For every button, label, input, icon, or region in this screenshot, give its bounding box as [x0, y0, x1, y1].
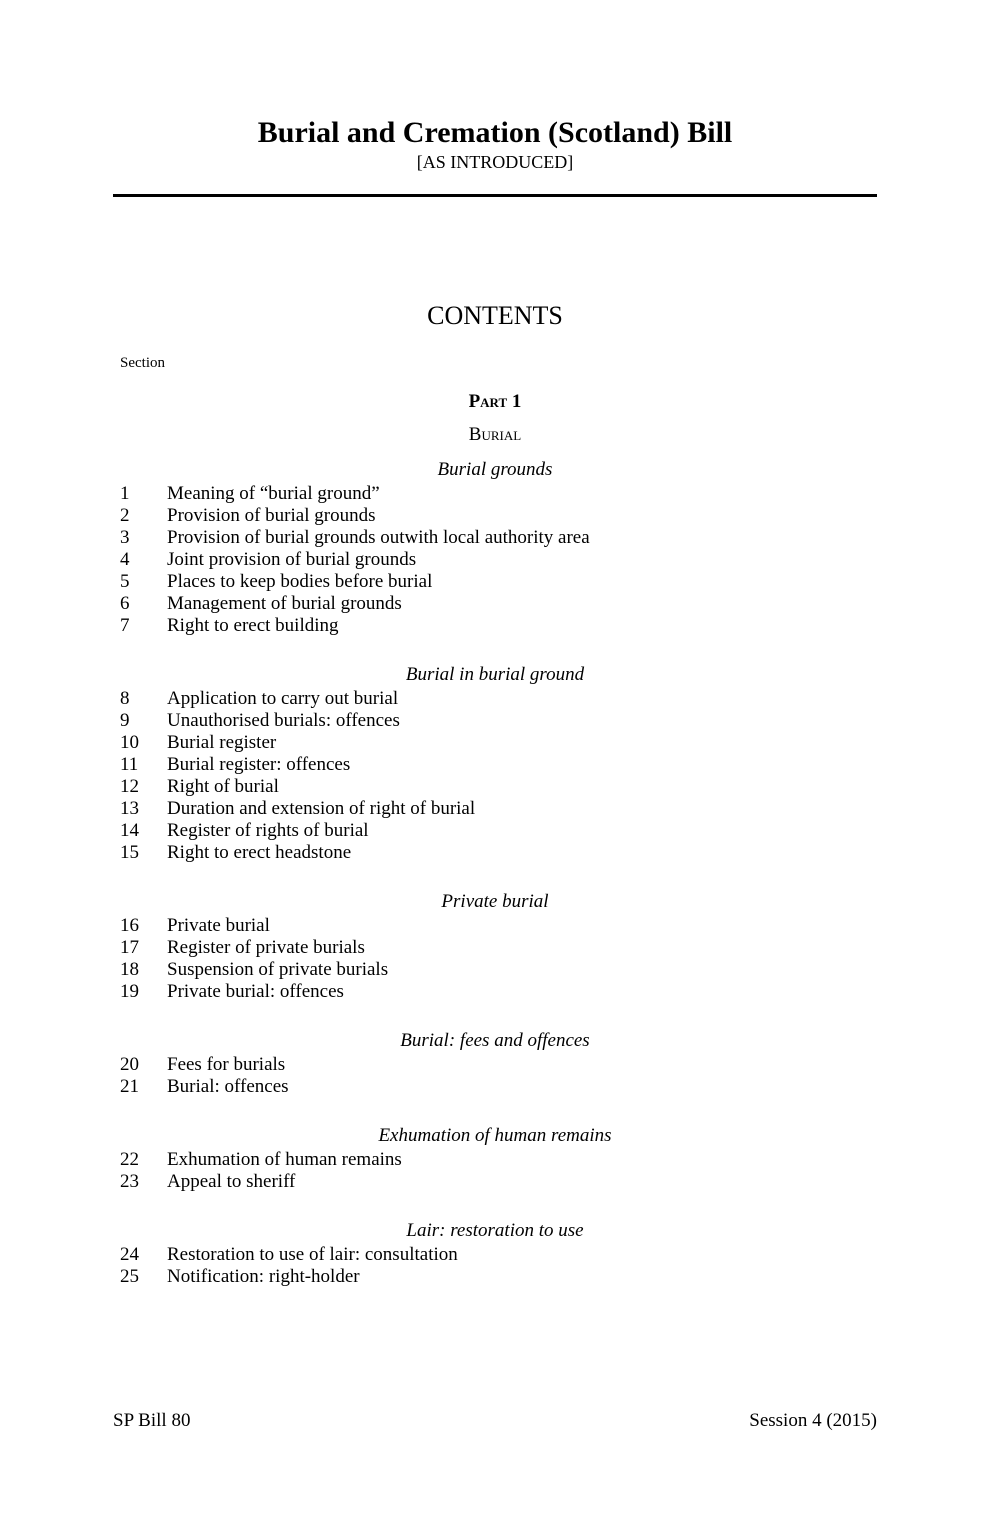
- contents-group: [113, 664, 877, 864]
- section-number: 24: [120, 1244, 139, 1265]
- toc-row: [120, 688, 877, 710]
- toc-row: [120, 1054, 877, 1076]
- section-title: Right of burial: [167, 776, 279, 797]
- contents-group: [113, 1220, 877, 1288]
- section-number: 13: [120, 798, 139, 819]
- toc-row: [120, 1149, 877, 1171]
- section-title: Application to carry out burial: [167, 688, 399, 709]
- toc-row: [120, 915, 877, 937]
- toc-row: [120, 527, 877, 549]
- group-rows: [113, 1054, 877, 1098]
- group-heading: Lair: restoration to use: [406, 1220, 584, 1241]
- section-title: Right to erect building: [167, 615, 339, 636]
- group-rows: [113, 1244, 877, 1288]
- toc-row: [120, 842, 877, 864]
- toc-row: [120, 820, 877, 842]
- section-title: Appeal to sheriff: [167, 1171, 296, 1192]
- section-column-label: Section: [120, 355, 165, 371]
- toc-row: [120, 798, 877, 820]
- section-title: Burial: offences: [167, 1076, 289, 1097]
- section-title: Private burial: offences: [167, 981, 344, 1002]
- group-rows: [113, 915, 877, 1003]
- section-title: Notification: right-holder: [167, 1266, 360, 1287]
- section-title: Duration and extension of right of burial: [167, 798, 476, 819]
- section-number: 19: [120, 981, 139, 1002]
- section-number: 7: [120, 615, 130, 636]
- toc-row: [120, 593, 877, 615]
- section-number: 6: [120, 593, 130, 614]
- group-heading: Burial grounds: [437, 459, 553, 480]
- section-title: Register of private burials: [167, 937, 365, 958]
- section-title: Right to erect headstone: [167, 842, 352, 863]
- group-rows: [113, 1149, 877, 1193]
- page-footer: [113, 1410, 877, 1432]
- section-number: 21: [120, 1076, 139, 1097]
- section-title: Provision of burial grounds: [167, 505, 376, 526]
- toc-row: [120, 732, 877, 754]
- toc-row: [120, 981, 877, 1003]
- toc-row: [120, 1244, 877, 1266]
- toc-row: [120, 549, 877, 571]
- section-number: 8: [120, 688, 130, 709]
- toc-row: [120, 483, 877, 505]
- section-number: 22: [120, 1149, 139, 1170]
- bill-title: Burial and Cremation (Scotland) Bill: [257, 116, 733, 149]
- group-heading: Burial in burial ground: [405, 664, 585, 685]
- footer-bill-number: SP Bill 80: [113, 1410, 191, 1431]
- section-title: Restoration to use of lair: consultation: [167, 1244, 458, 1265]
- group-rows: [113, 688, 877, 864]
- section-title: Places to keep bodies before burial: [167, 571, 433, 592]
- section-number: 16: [120, 915, 139, 936]
- section-number: 12: [120, 776, 139, 797]
- section-number: 23: [120, 1171, 139, 1192]
- section-number: 9: [120, 710, 130, 731]
- section-title: Provision of burial grounds outwith local authority area: [167, 527, 590, 548]
- toc-row: [120, 710, 877, 732]
- group-heading: Exhumation of human remains: [378, 1125, 612, 1146]
- toc-row: [120, 1171, 877, 1193]
- section-title: Unauthorised burials: offences: [167, 710, 400, 731]
- contents-heading: CONTENTS: [427, 301, 563, 330]
- section-title: Exhumation of human remains: [167, 1149, 402, 1170]
- toc-row: [120, 505, 877, 527]
- section-title: Burial register: offences: [167, 754, 351, 775]
- contents-groups: [113, 459, 877, 1288]
- toc-row: [120, 615, 877, 637]
- contents-group: [113, 1125, 877, 1193]
- section-number: 20: [120, 1054, 139, 1075]
- section-title: Suspension of private burials: [167, 959, 389, 980]
- title-divider-rule: [113, 194, 877, 197]
- section-title: Meaning of “burial ground”: [167, 483, 380, 504]
- contents-group: [113, 459, 877, 637]
- section-number: 11: [120, 754, 139, 775]
- section-number: 25: [120, 1266, 139, 1287]
- bill-subtitle: [AS INTRODUCED]: [416, 152, 574, 172]
- footer-session: Session 4 (2015): [749, 1410, 877, 1431]
- section-number: 5: [120, 571, 130, 592]
- part-title-heading: Burial: [468, 424, 522, 445]
- section-number: 3: [120, 527, 130, 548]
- section-number: 10: [120, 732, 139, 753]
- document-page: [0, 116, 991, 1517]
- part-number-heading: Part 1: [468, 391, 522, 412]
- toc-row: [120, 776, 877, 798]
- toc-row: [120, 754, 877, 776]
- toc-row: [120, 1266, 877, 1288]
- group-heading: Private burial: [441, 891, 549, 912]
- toc-row: [120, 937, 877, 959]
- toc-row: [120, 1076, 877, 1098]
- section-title: Joint provision of burial grounds: [167, 549, 417, 570]
- toc-row: [120, 571, 877, 593]
- group-heading: Burial: fees and offences: [400, 1030, 590, 1051]
- section-number: 2: [120, 505, 130, 526]
- contents-group: [113, 1030, 877, 1098]
- contents-body: [113, 301, 877, 1288]
- section-number: 14: [120, 820, 139, 841]
- section-title: Private burial: [167, 915, 270, 936]
- section-title: Management of burial grounds: [167, 593, 402, 614]
- group-rows: [113, 483, 877, 637]
- section-title: Register of rights of burial: [167, 820, 369, 841]
- bill-header: [113, 116, 877, 197]
- toc-row: [120, 959, 877, 981]
- section-title: Fees for burials: [167, 1054, 286, 1075]
- section-title: Burial register: [167, 732, 277, 753]
- contents-group: [113, 891, 877, 1003]
- section-number: 4: [120, 549, 130, 570]
- section-number: 15: [120, 842, 139, 863]
- section-number: 18: [120, 959, 139, 980]
- section-number: 17: [120, 937, 139, 958]
- section-number: 1: [120, 483, 130, 504]
